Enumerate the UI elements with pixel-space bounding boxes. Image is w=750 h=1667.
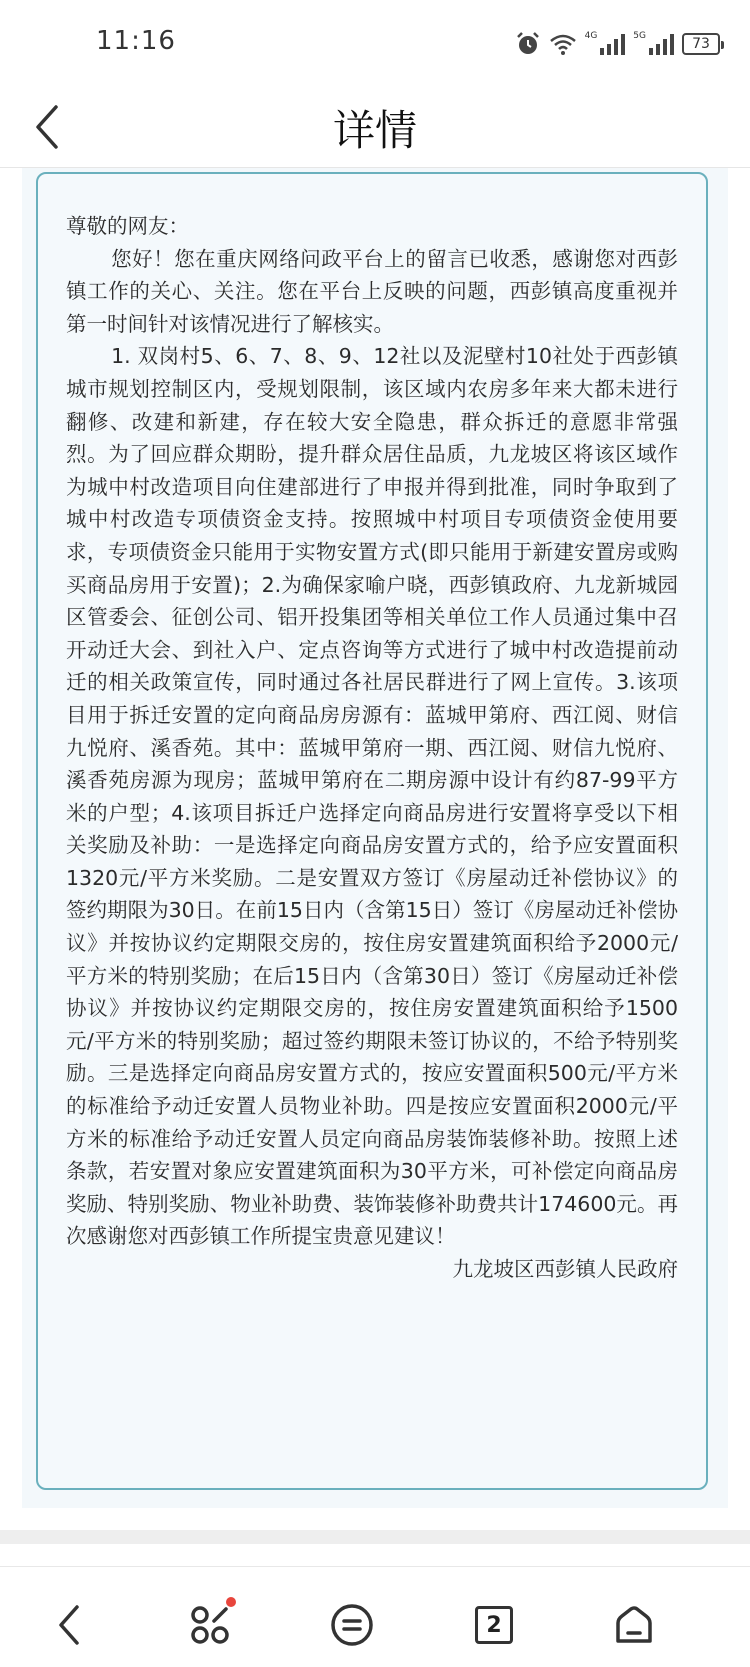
apps-icon [188, 1603, 232, 1647]
battery-level: 73 [692, 36, 710, 52]
page-title: 详情 [332, 106, 417, 155]
network-label-4g: 4G [584, 31, 598, 41]
tabs-icon [475, 1606, 513, 1644]
tabs-count: 2 [486, 1612, 502, 1638]
menu-icon [330, 1603, 374, 1647]
reply-paragraph-1: 您好！您在重庆网络问政平台上的留言已收悉，感谢您对西彭镇工作的关心、关注。您在平台上反映的问题，西彭镇高度重视并第一时间针对该情况进行了解核实。 [66, 246, 678, 336]
divider [0, 1530, 750, 1544]
status-bar [0, 0, 750, 88]
status-icons [515, 30, 720, 58]
wifi-icon [549, 32, 577, 56]
reply-signature: 九龙坡区西彭镇人民政府 [452, 1257, 678, 1281]
battery-icon [682, 33, 720, 55]
reply-card [36, 172, 708, 1490]
status-time: 11:16 [96, 26, 176, 56]
nav-menu-button[interactable] [322, 1595, 382, 1655]
nav-tabs-button[interactable] [464, 1595, 524, 1655]
signal-icon-2 [648, 33, 674, 55]
header [0, 88, 750, 168]
content-area[interactable] [22, 168, 728, 1508]
nav-back-button[interactable] [40, 1595, 100, 1655]
nav-home-button[interactable] [604, 1595, 664, 1655]
network-label-5g: 5G [633, 31, 646, 41]
chevron-left-icon [55, 1603, 85, 1647]
home-icon [612, 1603, 656, 1647]
alarm-icon [515, 31, 541, 57]
bottom-nav [0, 1566, 750, 1667]
nav-apps-button[interactable] [180, 1595, 240, 1655]
notification-dot [226, 1597, 236, 1607]
reply-greeting: 尊敬的网友： [66, 214, 189, 238]
signal-icon [599, 33, 625, 55]
reply-paragraph-2: 1. 双岗村5、6、7、8、9、12社以及泥壁村10社处于西彭镇城市规划控制区内，受规划限制，该区域内农房多年来大都未进行翻修、改建和新建，存在较大安全隐患，群众拆迁的意愿非常强烈。为了回应群众期盼，提升群众居住品质，九龙坡区将该区域作为城中村改造项目向住建部进行了申报并得到批准，同时争取到了城中村改造专项债资金支持。按照城中村项目专项债资金使用要求，专项债资金只能用于实物安置方式(即只能用于新建安置房或购买商品房用于安置)；2.为确保家喻户晓，西彭镇政府、九龙新城园区管委会、征创公司、铝开投集团等相关单位工作人员通过集中召开动迁大会、到社入户、定点咨询等方式进行了城中村改造提前动迁的相关政策宣传，同时通过各社居民群进行了网上宣传。3.该项目用于拆迁安置的定向商品房房源有：蓝城甲第府、西江阅、财信九悦府、溪香苑。其中：蓝城甲第府一期、西江阅、财信九悦府、溪香苑房源为现房；蓝城甲第府在二期房源中设计有约87-99平方米的户型；4.该项目拆迁户选择定向商品房进行安置将享受以下相关奖励及补助：一是选择定向商品房安置方式的，给予应安置面积1320元/平方米奖励。二是安置双方签订《房屋动迁补偿协议》的签约期限为30日。在前15日内（含第15日）签订《房屋动迁补偿协议》并按协议约定期限交房的，按住房安置建筑面积给予2000元/平方米的特别奖励；在后15日内（含第30日）签订《房屋动迁补偿协议》并按协议约定期限交房的，按住房安置建筑面积给予1500元/平方米的特别奖励；超过签约期限未签订协议的，不给予特别奖励。三是选择定向商品房安置方式的，按应安置面积500元/平方米的标准给予动迁安置人员物业补助。四是按应安置面积2000元/平方米的标准给予动迁安置人员定向商品房装饰装修补助。按照上述条款，若安置对象应安置建筑面积为30平方米，可补偿定向商品房奖励、特别奖励、物业补助费、装饰装修补助费共计174600元。再次感谢您对西彭镇工作所提宝贵意见建议！ [66, 344, 678, 1249]
reply-text [66, 210, 678, 1286]
